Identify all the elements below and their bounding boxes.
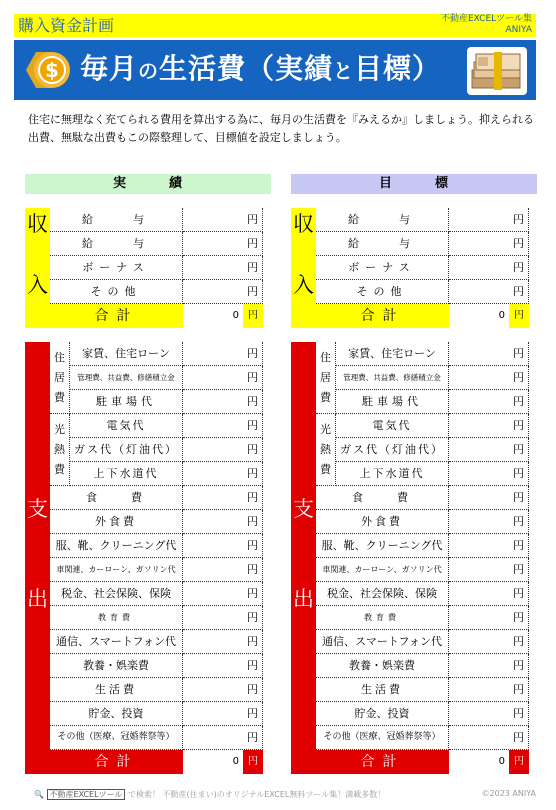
income-row-label: ボーナス [50, 256, 183, 280]
page-title: 毎月の生活費（実績と目標） [80, 52, 442, 85]
panel-header: 実 績 [25, 174, 271, 194]
expense-total-label: 合計 [360, 754, 405, 770]
income-row-label: その他 [316, 280, 449, 304]
yen-unit: 円 [247, 443, 258, 456]
expense-row-value[interactable] [449, 486, 529, 510]
yen-unit: 円 [513, 515, 524, 528]
expense-row-label: 教養・娯楽費 [50, 654, 183, 678]
income-label-char: 収 [27, 212, 48, 236]
yen-unit: 円 [247, 261, 258, 274]
expense-row-value[interactable] [449, 462, 529, 486]
yen-unit: 円 [513, 347, 524, 360]
yen-unit: 円 [247, 683, 258, 696]
income-total-value: 0 [498, 310, 505, 321]
yen-unit: 円 [513, 285, 524, 298]
income-row-value[interactable] [449, 232, 529, 256]
expense-row-label: 上下水道代 [336, 462, 449, 486]
yen-unit: 円 [247, 659, 258, 672]
income-row-label: 給 与 [50, 208, 183, 232]
expense-row-label: 外食費 [316, 510, 449, 534]
yen-unit: 円 [513, 683, 524, 696]
expense-row-label: 教育費 [316, 606, 449, 630]
yen-unit: 円 [513, 539, 524, 552]
expense-row-label: 税金、社会保険、保険 [50, 582, 183, 606]
expense-row-value[interactable] [183, 534, 263, 558]
expense-row-label: 管理費、共益費、修繕積立金 [336, 366, 449, 390]
income-row-value[interactable] [449, 208, 529, 232]
expense-row-label: ガス代（灯油代） [70, 438, 183, 462]
expense-row-value[interactable] [183, 582, 263, 606]
yen-unit: 円 [247, 467, 258, 480]
footer-tagline: 🔍 不動産EXCELツール で検索！ 不動産(住まい)のオリジナルEXCEL無料ツール集！満載多数！ [34, 790, 386, 799]
expense-row-label: 駐車場代 [336, 390, 449, 414]
yen-unit: 円 [513, 443, 524, 456]
expense-row-value[interactable] [449, 558, 529, 582]
income-row-label: 給 与 [50, 232, 183, 256]
expense-row-label: 車関連、カーローン、ガソリン代 [50, 558, 183, 582]
expense-row-label: 教育費 [50, 606, 183, 630]
expense-row-label: 車関連、カーローン、ガソリン代 [316, 558, 449, 582]
income-row-label: その他 [50, 280, 183, 304]
income-total-unit: 円 [509, 304, 529, 328]
yen-unit: 円 [247, 635, 258, 648]
document-title: 購入資金計画 [18, 16, 115, 35]
yen-unit: 円 [247, 563, 258, 576]
yen-unit: 円 [247, 347, 258, 360]
brand-author: ANIYA [505, 25, 532, 35]
housing-group-label: 住 居 費 [50, 342, 70, 414]
expense-side-bar [25, 342, 50, 774]
expense-row-label: 上下水道代 [70, 462, 183, 486]
expense-row-value[interactable] [449, 678, 529, 702]
expense-row-value[interactable] [449, 582, 529, 606]
expense-row-label: 家賃、住宅ローン [336, 342, 449, 366]
expense-row-label: 服、靴、クリーニング代 [316, 534, 449, 558]
expense-label-char: 支 [293, 497, 314, 521]
expense-total-unit: 円 [509, 750, 529, 774]
yen-unit: 円 [247, 539, 258, 552]
panel-target [291, 174, 537, 784]
expense-label-char: 支 [27, 497, 48, 521]
utility-group-label: 光 熱 費 [50, 414, 70, 486]
expense-row-value[interactable] [449, 630, 529, 654]
coin-icon [22, 44, 74, 96]
expense-row-label: 服、靴、クリーニング代 [50, 534, 183, 558]
expense-row-value[interactable] [183, 702, 263, 726]
expense-row-value[interactable] [183, 390, 263, 414]
expense-side-bar [291, 342, 316, 774]
yen-unit: 円 [513, 491, 524, 504]
income-label-char: 収 [293, 212, 314, 236]
expense-total-unit: 円 [243, 750, 263, 774]
yen-unit: 円 [513, 563, 524, 576]
yen-unit: 円 [247, 419, 258, 432]
expense-total-value: 0 [498, 756, 505, 767]
income-row-value[interactable] [183, 208, 263, 232]
expense-row-label: 貯金、投資 [50, 702, 183, 726]
yen-unit: 円 [513, 395, 524, 408]
yen-unit: 円 [247, 587, 258, 600]
yen-unit: 円 [247, 731, 258, 744]
yen-unit: 円 [247, 515, 258, 528]
expense-row-label: その他（医療、冠婚葬祭等） [316, 726, 449, 750]
income-total-value: 0 [232, 310, 239, 321]
expense-row-label: 通信、スマートフォン代 [316, 630, 449, 654]
yen-unit: 円 [247, 285, 258, 298]
expense-row-label: 管理費、共益費、修繕積立金 [70, 366, 183, 390]
expense-row-label: 教養・娯楽費 [316, 654, 449, 678]
yen-unit: 円 [247, 611, 258, 624]
income-label-char: 入 [27, 273, 48, 297]
expense-row-value[interactable] [449, 366, 529, 390]
expense-row-value[interactable] [449, 510, 529, 534]
coin-symbol: $ [45, 58, 59, 82]
panel-header: 目 標 [291, 174, 537, 194]
panel-actual [25, 174, 271, 784]
yen-unit: 円 [247, 371, 258, 384]
expense-row-label: 生活費 [316, 678, 449, 702]
expense-row-value[interactable] [183, 726, 263, 750]
expense-row-value[interactable] [449, 654, 529, 678]
income-total-label: 合計 [360, 308, 405, 324]
yen-unit: 円 [513, 635, 524, 648]
expense-label-char: 出 [27, 587, 48, 611]
income-row-value[interactable] [183, 280, 263, 304]
expense-row-label: 家賃、住宅ローン [70, 342, 183, 366]
yen-unit: 円 [513, 731, 524, 744]
expense-label-char: 出 [293, 587, 314, 611]
expense-row-label: 通信、スマートフォン代 [50, 630, 183, 654]
search-keyword: 不動産EXCELツール [47, 789, 126, 800]
expense-row-label: 生活費 [50, 678, 183, 702]
expense-row-label: 貯金、投資 [316, 702, 449, 726]
expense-row-label: ガス代（灯油代） [336, 438, 449, 462]
income-row-value[interactable] [449, 256, 529, 280]
expense-row-value[interactable] [449, 702, 529, 726]
intro-text: 住宅に無理なく充てられる費用を算出する為に、毎月の生活費を『みえるか』しましょう。抑えられる 出費、無駄な出費もこの際整理して、目標値を設定しましょう。 [28, 113, 534, 144]
brand-name: 不動産EXCELツール集 [440, 14, 532, 24]
expense-row-label: 食 費 [316, 486, 449, 510]
expense-row-value[interactable] [449, 726, 529, 750]
expense-row-value[interactable] [449, 534, 529, 558]
yen-unit: 円 [247, 237, 258, 250]
expense-row-value[interactable] [183, 366, 263, 390]
income-label-char: 入 [293, 273, 314, 297]
expense-row-value[interactable] [183, 606, 263, 630]
income-row-label: 給 与 [316, 232, 449, 256]
income-row-value[interactable] [183, 256, 263, 280]
expense-row-value[interactable] [449, 342, 529, 366]
yen-unit: 円 [513, 587, 524, 600]
yen-unit: 円 [513, 237, 524, 250]
utility-group-label: 光 熱 費 [316, 414, 336, 486]
expense-row-value[interactable] [183, 510, 263, 534]
yen-unit: 円 [513, 371, 524, 384]
expense-row-value[interactable] [449, 414, 529, 438]
expense-row-label: 外食費 [50, 510, 183, 534]
yen-unit: 円 [513, 611, 524, 624]
expense-row-label: 駐車場代 [70, 390, 183, 414]
expense-row-label: 電気代 [70, 414, 183, 438]
yen-unit: 円 [513, 213, 524, 226]
search-icon: 🔍 [34, 790, 44, 799]
yen-unit: 円 [513, 467, 524, 480]
yen-unit: 円 [513, 707, 524, 720]
expense-row-value[interactable] [183, 462, 263, 486]
expense-row-value[interactable] [183, 654, 263, 678]
expense-row-value[interactable] [449, 390, 529, 414]
income-row-value[interactable] [449, 280, 529, 304]
expense-row-value[interactable] [183, 558, 263, 582]
income-row-value[interactable] [183, 232, 263, 256]
yen-unit: 円 [247, 491, 258, 504]
income-total-unit: 円 [243, 304, 263, 328]
housing-group-label: 住 居 費 [316, 342, 336, 414]
expense-row-label: 電気代 [336, 414, 449, 438]
expense-row-value[interactable] [449, 606, 529, 630]
copyright: ©2023 ANIYA [481, 789, 536, 798]
yen-unit: 円 [247, 213, 258, 226]
yen-unit: 円 [513, 419, 524, 432]
yen-unit: 円 [513, 659, 524, 672]
income-total-label: 合計 [94, 308, 139, 324]
income-row-label: ボーナス [316, 256, 449, 280]
expense-row-label: 税金、社会保険、保険 [316, 582, 449, 606]
expense-row-value[interactable] [183, 438, 263, 462]
expense-total-value: 0 [232, 756, 239, 767]
expense-row-value[interactable] [183, 486, 263, 510]
yen-unit: 円 [513, 261, 524, 274]
money-bundle-icon [466, 46, 528, 96]
expense-row-value[interactable] [449, 438, 529, 462]
expense-total-label: 合計 [94, 754, 139, 770]
expense-row-value[interactable] [183, 414, 263, 438]
expense-row-value[interactable] [183, 678, 263, 702]
expense-row-value[interactable] [183, 342, 263, 366]
yen-unit: 円 [247, 707, 258, 720]
income-row-label: 給 与 [316, 208, 449, 232]
expense-row-label: その他（医療、冠婚葬祭等） [50, 726, 183, 750]
expense-row-value[interactable] [183, 630, 263, 654]
expense-row-label: 食 費 [50, 486, 183, 510]
yen-unit: 円 [247, 395, 258, 408]
